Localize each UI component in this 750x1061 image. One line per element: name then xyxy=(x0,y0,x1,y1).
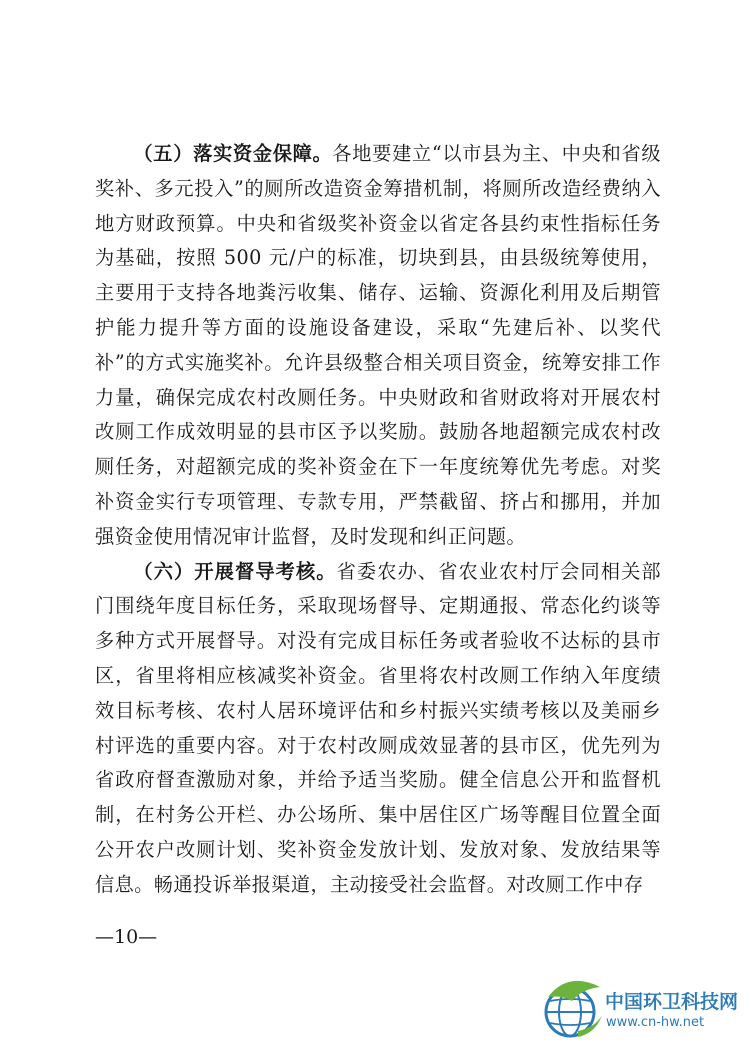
watermark-url: www.cn-hw.net xyxy=(606,1015,705,1030)
watermark-title: 中国环卫科技网 xyxy=(605,991,739,1013)
globe-leaf-icon xyxy=(538,975,608,1045)
section-heading-supervision: （六）开展督导考核。 xyxy=(133,559,337,583)
paragraph-text-supervision: 省委农办、省农业农村厅会同相关部门围绕年度目标任务，采取现场督导、定期通报、常态化约谈等多种方式开展督导。对没有完成目标任务或者验收不达标的县市区，省里将相应核减奖补资金。省里将农村改厕工作纳入年度绩效目标考核、农村人居环境评估和乡村振兴实绩考核以及美丽乡村评选的重要内容。对于农村改厕成效显著的县市区，优先列为省政府督查激励对象，并给予适当奖励。健全信息公开和监督机制，在村务公开栏、办公场所、集中居住区广场等醒目位置全面公开农户改厕计划、奖补资金发放计划、发放对象、发放结果等信息。畅通投诉举报渠道，主动接受社会监督。对改厕工作中存 xyxy=(95,559,662,896)
section-heading-funding: （五）落实资金保障。 xyxy=(133,142,333,165)
page-number: —10— xyxy=(95,926,158,948)
paragraph-supervision xyxy=(95,555,661,903)
paragraph-funding xyxy=(95,137,661,555)
site-watermark xyxy=(538,975,738,1045)
document-body xyxy=(95,137,661,903)
paragraph-text-funding: 各地要建立“以市县为主、中央和省级奖补、多元投入”的厕所改造资金筹措机制，将厕所改造经费纳入地方财政预算。中央和省级奖补资金以省定各县约束性指标任务为基础，按照 500 元/户的标准，切块到县，由县级统筹使用，主要用于支持各地粪污收集、储存、运输、资源化利用及后期管护能力提升等方面的设施设备建设，采取“先建后补、以奖代补”的方式实施奖补。允许县级整合相关项目资金，统筹安排工作力量，确保完成农村改厕任务。中央财政和省财政将对开展农村改厕工作成效明显的县市区予以奖励。鼓励各地超额完成农村改厕任务，对超额完成的奖补资金在下一年度统筹优先考虑。对奖补资金实行专项管理、专款专用，严禁截留、挤占和挪用，并加强资金使用情况审计监督，及时发现和纠正问题。 xyxy=(95,142,661,548)
